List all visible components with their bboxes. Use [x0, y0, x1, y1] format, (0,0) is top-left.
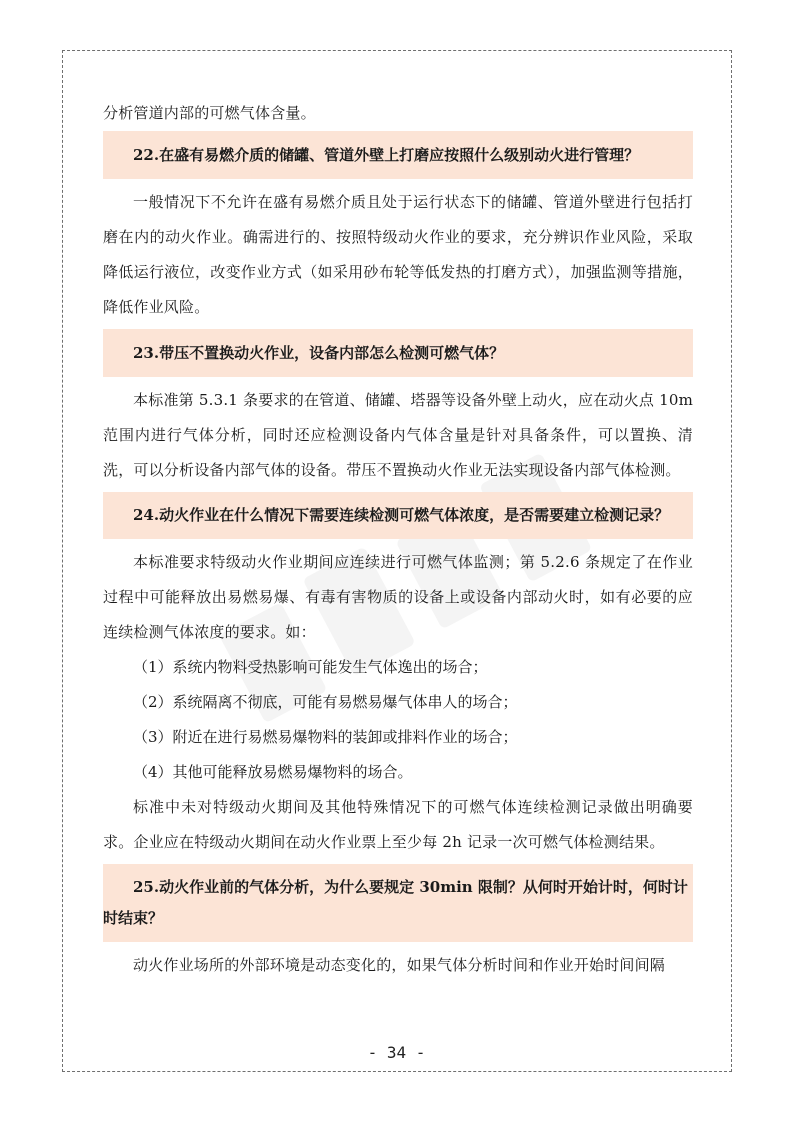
document-body [103, 96, 693, 983]
list-item: （2）系统隔离不彻底，可能有易燃易爆气体串人的场合； [133, 693, 518, 711]
list-item: （3）附近在进行易燃易爆物料的装卸或排料作业的场合； [133, 728, 518, 746]
question-heading-22: 22.在盛有易燃介质的储罐、管道外壁上打磨应按照什么级别动火进行管理？ [103, 131, 693, 179]
list-item: （4）其他可能释放易燃易爆物料的场合。 [133, 763, 413, 781]
list-item: （1）系统内物料受热影响可能发生气体逸出的场合； [133, 658, 488, 676]
answer-24: 本标准要求特级动火作业期间应连续进行可燃气体监测；第 5.2.6 条规定了在作业过程中可能释放出易燃易爆、有毒有害物质的设备上或设备内部动火时，如有必要的应连续检测气体浓度的要求。如： [103, 553, 693, 641]
answer-24-note: 标准中未对特级动火期间及其他特殊情况下的可燃气体连续检测记录做出明确要求。企业应在特级动火期间在动火作业票上至少每 2h 记录一次可燃气体检测结果。 [103, 798, 693, 851]
answer-23: 本标准第 5.3.1 条要求的在管道、储罐、塔器等设备外壁上动火，应在动火点 10m 范围内进行气体分析，同时还应检测设备内气体含量是针对具备条件，可以置换、清洗，可以分析设备内部气体的设备。带压不置换动火作业无法实现设备内部气体检测。 [103, 391, 693, 479]
question-heading-24: 24.动火作业在什么情况下需要连续检测可燃气体浓度，是否需要建立检测记录？ [103, 492, 693, 539]
question-heading-25: 25.动火作业前的气体分析，为什么要规定 30min 限制？从何时开始计时，何时计时结束？ [103, 864, 693, 942]
answer-22: 一般情况下不允许在盛有易燃介质且处于运行状态下的储罐、管道外壁进行包括打磨在内的动火作业。确需进行的、按照特级动火作业的要求，充分辨识作业风险，采取降低运行液位，改变作业方式（如采用砂布轮等低发热的打磨方式），加强监测等措施，降低作业风险。 [103, 193, 693, 316]
page-number: - 34 - [367, 1043, 426, 1062]
paragraph: 分析管道内部的可燃气体含量。 [103, 104, 316, 122]
question-heading-23: 23.带压不置换动火作业，设备内部怎么检测可燃气体？ [103, 329, 693, 377]
answer-25: 动火作业场所的外部环境是动态变化的，如果气体分析时间和作业开始时间间隔 [133, 956, 666, 974]
